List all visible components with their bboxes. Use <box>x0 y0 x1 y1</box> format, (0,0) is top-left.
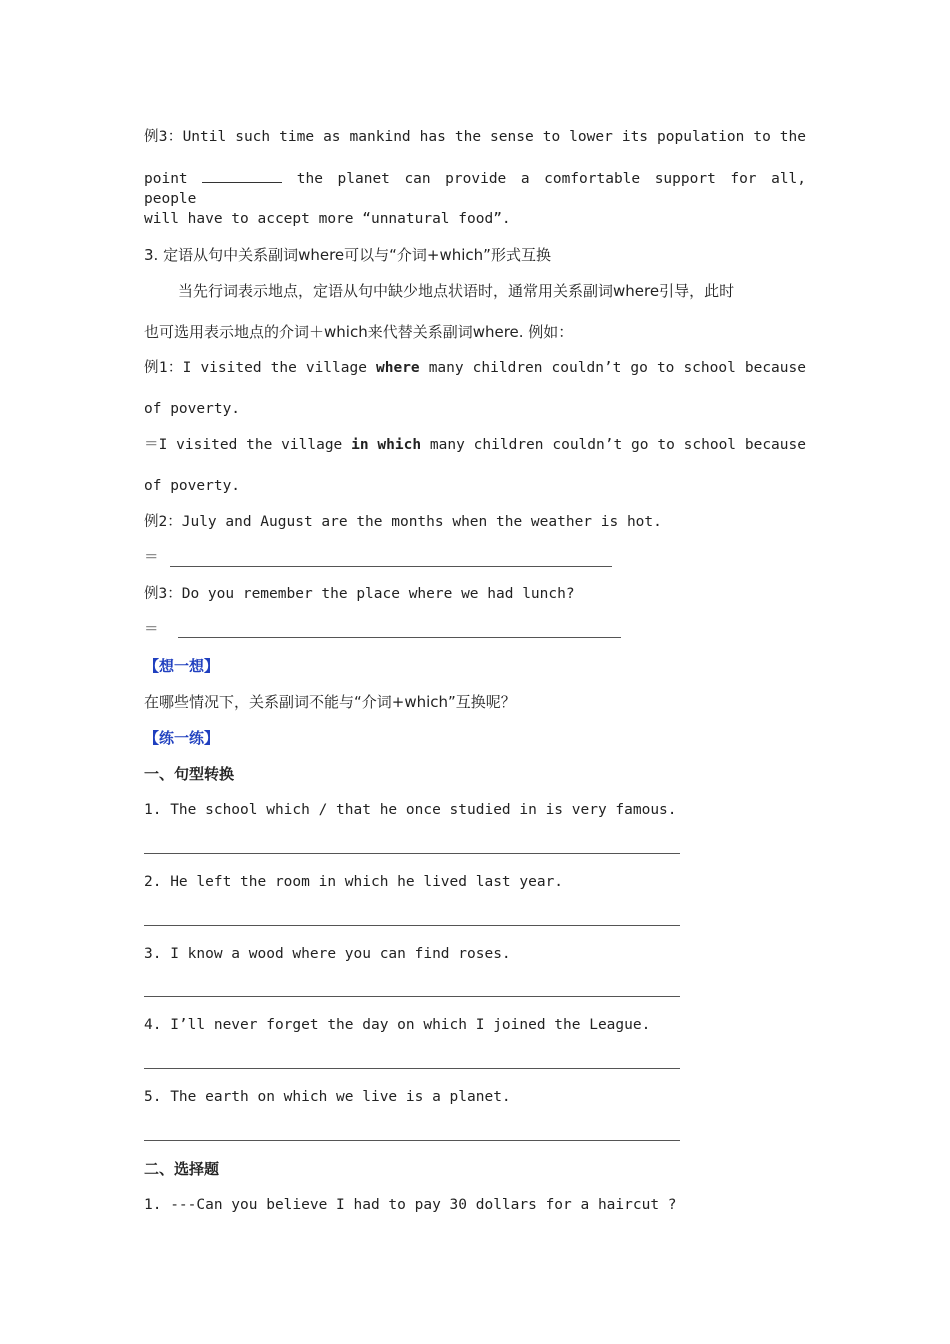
section3-para-line2: 也可选用表示地点的介词＋which来代替关系副词where. 例如： <box>144 323 574 341</box>
think-question: 在哪些情况下，关系副词不能与“介词+which”互换呢？ <box>144 693 516 711</box>
example3-line3: will have to accept more “unnatural food”. <box>144 211 511 227</box>
example2-equals: ＝ <box>144 550 159 566</box>
example1-a-post: many children couldn’t go to school because <box>428 360 806 376</box>
think-label: 【想一想】 <box>144 657 220 675</box>
answer-line-3[interactable] <box>144 996 680 997</box>
practice-item-4: 4. I’ll never forget the day on which I joined the League. <box>144 1017 651 1033</box>
practice-item-1: 1. The school which / that he once studied in is very famous. <box>144 802 677 818</box>
section3-para-line1: 当先行词表示地点，定语从句中缺少地点状语时，通常用关系副词where引导，此时 <box>178 282 735 300</box>
example1-b-bold: in which <box>351 437 422 453</box>
part2-title: 二、选择题 <box>144 1160 220 1178</box>
example1-sentence-b <box>144 435 806 455</box>
example3-line2-post: the planet can provide a comfortable support for all, people <box>144 171 807 207</box>
example3-line1: 例3：Until such time as mankind has the sense to lower its population to the <box>144 129 806 145</box>
section3-title: 3. 定语从句中关系副词where可以与“介词+which”形式互换 <box>144 246 551 264</box>
example3-equals: ＝ <box>144 622 159 638</box>
example1-sentence-a <box>144 358 806 378</box>
practice-label: 【练一练】 <box>144 729 220 747</box>
practice-item-3: 3. I know a wood where you can find roses. <box>144 946 511 962</box>
example1-a-cont: of poverty. <box>144 401 241 417</box>
part1-title: 一、句型转换 <box>144 765 235 783</box>
practice-item-5: 5. The earth on which we live is a planet. <box>144 1089 511 1105</box>
example3-sentence: 例3：Do you remember the place where we had lunch? <box>144 586 575 602</box>
answer-line-1[interactable] <box>144 853 680 854</box>
answer-line-4[interactable] <box>144 1068 680 1069</box>
example3-answer-line[interactable] <box>178 637 621 638</box>
practice-item-2: 2. He left the room in which he lived last year. <box>144 874 564 890</box>
mc-question-1: 1. ---Can you believe I had to pay 30 dollars for a haircut ? <box>144 1197 677 1213</box>
example1-a-pre: 例1：I visited the village <box>144 360 367 376</box>
example1-a-bold: where <box>376 360 420 376</box>
example1-b-post: many children couldn’t go to school because <box>429 437 806 453</box>
example3-line2 <box>144 168 806 209</box>
example3-line2-pre: point <box>144 171 188 187</box>
fill-blank[interactable] <box>202 168 282 183</box>
answer-line-5[interactable] <box>144 1140 680 1141</box>
example2-answer-line[interactable] <box>170 566 612 567</box>
example1-b-pre: ＝I visited the village <box>144 437 343 453</box>
example2-sentence: 例2：July and August are the months when the weather is hot. <box>144 514 662 530</box>
answer-line-2[interactable] <box>144 925 680 926</box>
example1-b-cont: of poverty. <box>144 478 241 494</box>
